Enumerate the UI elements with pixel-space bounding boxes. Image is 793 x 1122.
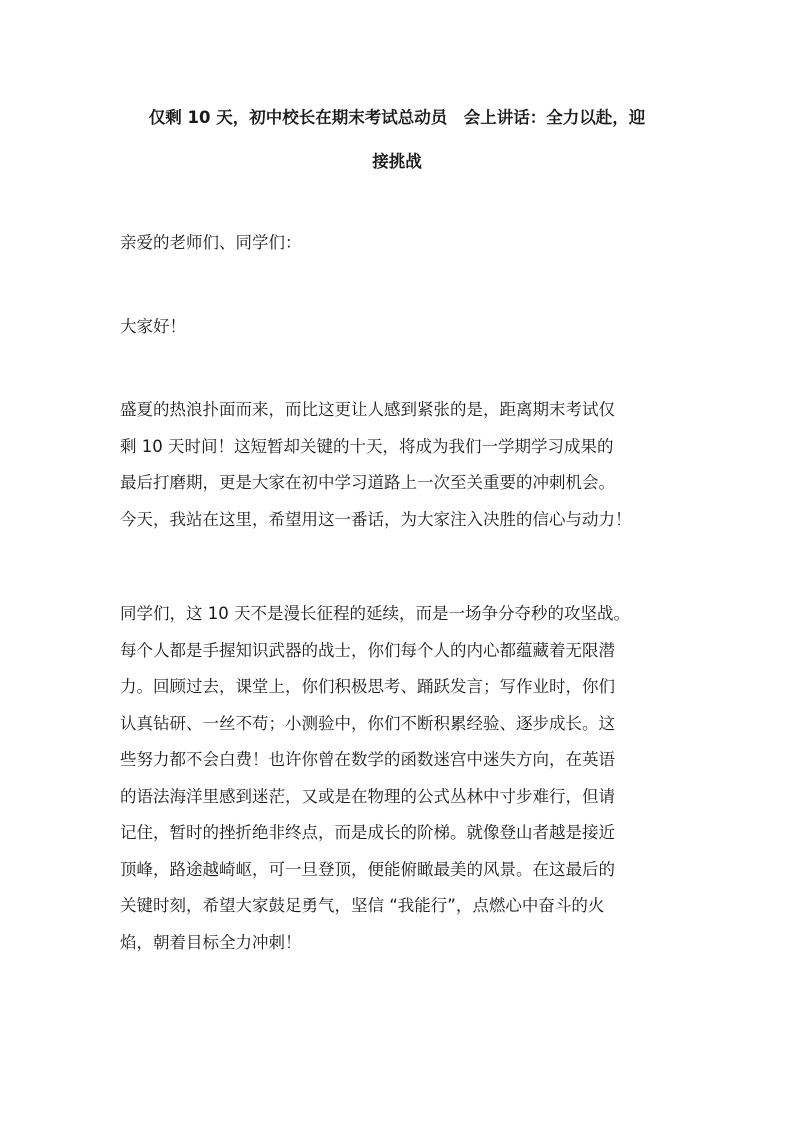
paragraph-line: 最后打磨期，更是大家在初中学习道路上一次至关重要的冲刺机会。	[120, 473, 615, 492]
title-line: 接挑战	[372, 152, 422, 171]
greeting-text: 大家好！	[120, 317, 186, 336]
paragraph-line: 今天，我站在这里，希望用这一番话，为大家注入决胜的信心与动力！	[120, 509, 632, 529]
paragraph-line: 焰，朝着目标全力冲刺！	[120, 932, 302, 952]
paragraph-line: 的语法海洋里感到迷茫，又或是在物理的公式丛林中寸步难行，但请	[120, 786, 615, 806]
document-title	[108, 96, 686, 184]
paragraph-line: 顶峰，路途越崎岖，可一旦登顶，便能俯瞰最美的风景。在这最后的	[120, 859, 615, 879]
paragraph-line: 同学们，这 10 天不是漫长征程的延续，而是一场争分夺秒的攻坚战。	[120, 604, 630, 623]
paragraph-line: 每个人都是手握知识武器的战士，你们每个人的内心都蕴藏着无限潜	[120, 640, 615, 660]
paragraph-line: 盛夏的热浪扑面而来，而比这更让人感到紧张的是，距离期末考试仅	[120, 400, 615, 419]
paragraph-line: 剩 10 天时间！这短暂却关键的十天，将成为我们一学期学习成果的	[120, 436, 614, 456]
paragraph-line: 认真钻研、一丝不苟；小测验中，你们不断积累经验、逐步成长。这	[120, 713, 615, 733]
salutation	[120, 225, 680, 262]
greeting	[120, 309, 680, 346]
paragraph-line: 关键时刻，希望大家鼓足勇气，坚信 “我能行”，点燃心中奋斗的火	[120, 896, 605, 915]
title-line: 仅剩 10 天，初中校长在期末考试总动员 会上讲话：全力以赴，迎	[148, 108, 646, 127]
paragraph-line: 记住，暂时的挫折绝非终点，而是成长的阶梯。就像登山者越是接近	[120, 823, 615, 842]
salutation-text: 亲爱的老师们、同学们：	[120, 233, 302, 252]
paragraph-1	[120, 392, 680, 538]
paragraph-line: 力。回顾过去，课堂上，你们积极思考、踊跃发言；写作业时，你们	[120, 677, 615, 696]
paragraph-2	[120, 596, 680, 961]
paragraph-line: 些努力都不会白费！也许你曾在数学的函数迷宫中迷失方向，在英语	[120, 750, 615, 769]
